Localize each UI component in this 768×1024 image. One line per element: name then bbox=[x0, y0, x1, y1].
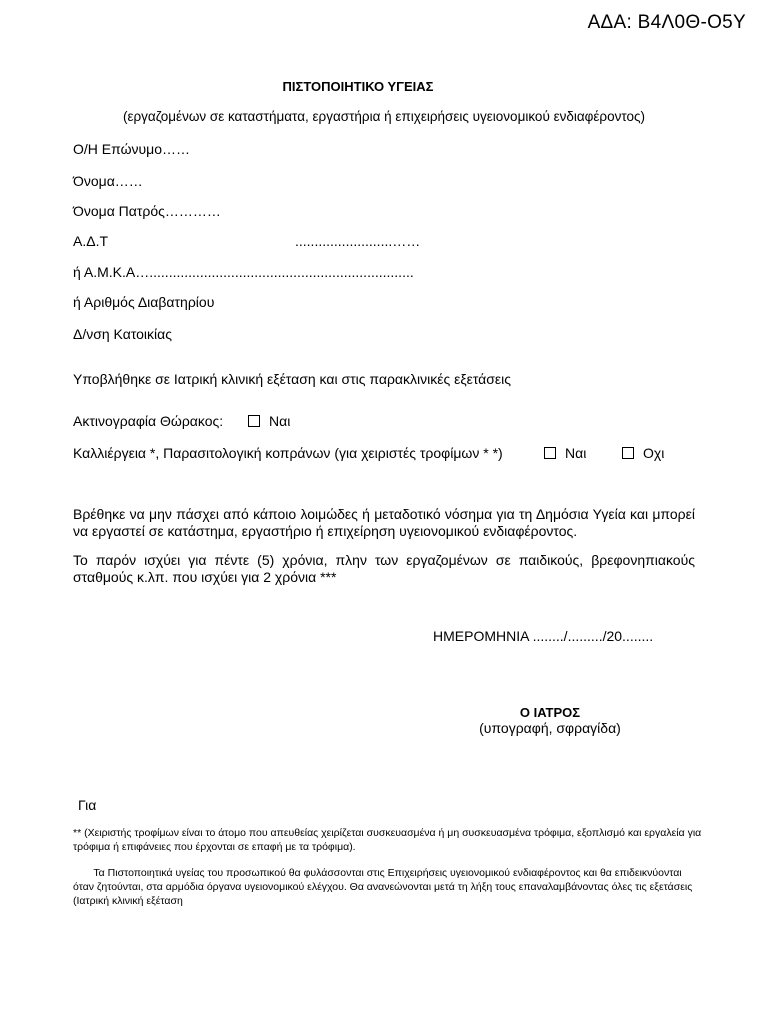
culture-label: Καλλιέργεια *, Παρασιτολογική κοπράνων (για χειριστές τροφίμων * *) bbox=[73, 445, 503, 461]
name-field: Όνομα…… bbox=[73, 173, 143, 189]
footnote-food-handler: ** (Χειριστής τροφίμων είναι το άτομο που απευθείας χειρίζεται συσκευασμένα ή μη συσκευασμένα τρόφιμα, εξοπλισμό και εργαλεία για τρόφιμα ή επιφάνειες που έρχονται σε επαφή με τα τρόφιμα). bbox=[73, 827, 702, 853]
culture-no-label: Οχι bbox=[643, 445, 665, 461]
culture-yes-checkbox bbox=[544, 447, 556, 459]
culture-no-option bbox=[622, 445, 664, 461]
doctor-signature-note: (υπογραφή, σφραγίδα) bbox=[479, 720, 621, 736]
address-field: Δ/νση Κατοικίας bbox=[73, 326, 172, 342]
ada-code: ΑΔΑ: Β4Λ0Θ-Ο5Υ bbox=[587, 12, 746, 33]
xray-yes-checkbox bbox=[248, 415, 260, 427]
xray-yes-label: Ναι bbox=[269, 413, 291, 429]
doctor-title: Ο ΙΑΤΡΟΣ bbox=[519, 705, 581, 720]
passport-field: ή Αριθμός Διαβατηρίου bbox=[73, 294, 215, 310]
gia-text: Για bbox=[78, 797, 97, 813]
culture-yes-option bbox=[544, 445, 586, 461]
adt-label: Α.Δ.Τ bbox=[73, 233, 109, 249]
document-title: ΠΙΣΤΟΠΟΙΗΤΙΚΟ ΥΓΕΙΑΣ bbox=[282, 79, 434, 94]
finding-paragraph: Βρέθηκε να μην πάσχει από κάποιο λοιμώδες ή μεταδοτικό νόσημα για τη Δημόσια Υγεία και μπορεί να εργαστεί σε κατάστημα, εργαστήριο ή επιχείρηση υγειονομικού ενδιαφέροντος. bbox=[73, 506, 695, 539]
footnote-certificates: Τα Πιστοποιητικά υγείας του προσωπικού θα φυλάσσονται στις Επιχειρήσεις υγειονομικού ενδιαφέροντος και θα επιδεικνύονται όταν ζητούνται, στα αρμόδια όργανα υγειονομικού ελέγχου. Θα ανανεώνονται μετά τη λήξη τους επαναλαμβάνοντας όλες τις εξετάσεις (Ιατρική κλινική εξέταση bbox=[73, 867, 696, 907]
document-subtitle: (εργαζομένων σε καταστήματα, εργαστήρια ή επιχειρήσεις υγειονομικού ενδιαφέροντος) bbox=[122, 109, 646, 124]
validity-paragraph: Το παρόν ισχύει για πέντε (5) χρόνια, πλην των εργαζομένων σε παιδικούς, βρεφονηπιακούς σταθμούς κ.λπ. που ισχύει για 2 χρόνια *** bbox=[73, 552, 695, 585]
adt-dots: .........................…… bbox=[295, 233, 421, 249]
culture-no-checkbox bbox=[622, 447, 634, 459]
surname-field: Ο/Η Επώνυμο…… bbox=[73, 141, 191, 157]
date-field: ΗΜΕΡΟΜΗΝΙΑ ......../........./20........ bbox=[433, 628, 654, 644]
amka-field: ή Α.Μ.Κ.Α….................................................................... bbox=[73, 264, 414, 280]
father-name-field: Όνομα Πατρός………… bbox=[73, 203, 221, 219]
xray-yes-option bbox=[248, 413, 290, 429]
xray-label: Ακτινογραφία Θώρακος: bbox=[73, 413, 224, 429]
culture-yes-label: Ναι bbox=[565, 445, 587, 461]
exam-statement: Υποβλήθηκε σε Ιατρική κλινική εξέταση και στις παρακλινικές εξετάσεις bbox=[73, 371, 512, 387]
